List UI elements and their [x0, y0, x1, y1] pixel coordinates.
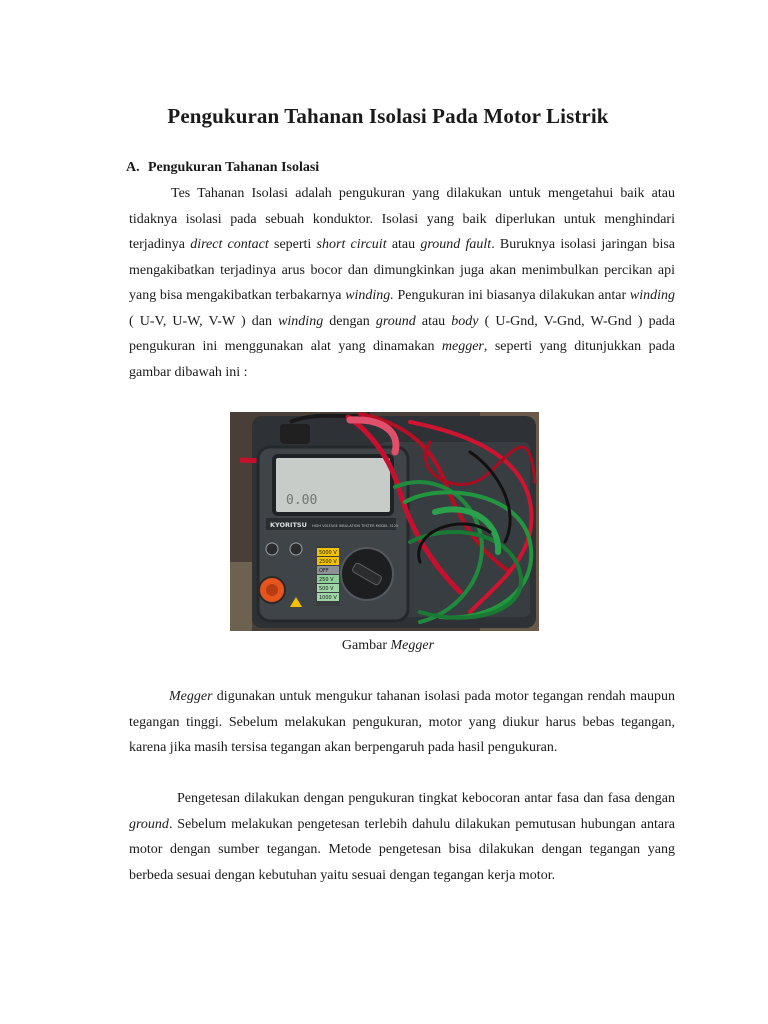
italic-term: megger	[441, 339, 484, 354]
photo-background-left	[230, 562, 252, 631]
italic-term: ground	[129, 816, 169, 832]
text-run: atau	[415, 313, 452, 329]
italic-term: short circuit	[316, 237, 387, 252]
megger-photo	[230, 412, 539, 631]
text-run: Pengukuran ini biasanya dilakukan antar	[393, 288, 630, 303]
range-label-2500: 2500 V	[319, 559, 337, 565]
range-label-1000: 1000 V	[319, 595, 337, 601]
paragraph-testing	[129, 786, 675, 888]
text-run: seperti	[268, 237, 317, 252]
range-label-5000: 5000 V	[319, 550, 337, 556]
paragraph-intro	[129, 181, 675, 385]
caption-italic: Megger	[390, 638, 435, 653]
italic-term: direct contact	[190, 237, 269, 252]
range-label-250: 250 V	[319, 577, 334, 583]
text-run: ( U-Gnd, V-Gnd, W-Gnd ) pada pengukuran ini menggunakan alat yang dinamakan	[129, 313, 675, 354]
indicator-icon	[290, 543, 302, 555]
range-label-off: OFF	[319, 568, 329, 574]
model-label: HIGH VOLTAGE INSULATION TESTER MODEL 3125	[312, 524, 399, 528]
brand-label: KYORITSU	[270, 521, 307, 529]
text-run: Pengetesan dilakukan dengan pengukuran tingkat kebocoran antar fasa dan fasa dengan	[177, 791, 675, 806]
italic-term: Megger	[169, 689, 213, 704]
section-title: Pengukuran Tahanan Isolasi	[148, 160, 320, 175]
text-run: dengan	[323, 313, 376, 329]
document-title: Pengukuran Tahanan Isolasi Pada Motor Listrik	[167, 104, 609, 128]
plug	[280, 424, 310, 444]
italic-term: ground	[375, 313, 416, 329]
italic-term: winding	[278, 313, 324, 329]
text-run: digunakan untuk mengukur tahanan isolasi pada motor tegangan rendah maupun tegangan tinggi. Sebelum melakukan pengukuran, motor yang diukur harus bebas tegangan, karena jika masih tersisa tegangan akan berpengaruh pada hasil pengukuran.	[129, 689, 675, 755]
test-button-center	[266, 584, 278, 596]
figure-caption	[0, 638, 768, 654]
text-run: ( U-V, U-W, V-W ) dan	[129, 313, 279, 329]
lcd-reading: 0.00	[286, 493, 318, 508]
italic-term: body	[451, 313, 479, 329]
caption-prefix: Gambar	[341, 638, 391, 653]
text-run: . Buruknya isolasi jaringan bisa mengakibatkan terjadinya arus bocor dan dimungkinkan juga akan menimbulkan percikan api yang bisa mengakibatkan terbakarnya	[129, 237, 675, 303]
paragraph-megger-usage	[129, 684, 675, 761]
italic-term: winding	[629, 288, 675, 303]
italic-term: ground fault	[420, 237, 492, 252]
text-run: . Sebelum melakukan pengetesan terlebih dahulu dilakukan pemutusan hubungan antara motor dengan sumber tegangan. Metode pengetesan bisa dilakukan dengan tegangan yang berbeda sesuai dengan kebutuhan yaitu sesuai dengan tegangan kerja motor.	[129, 816, 675, 883]
italic-term: winding.	[345, 288, 394, 303]
indicator-icon	[266, 543, 278, 555]
range-label-500: 500 V	[319, 586, 334, 592]
section-number: A.	[126, 160, 140, 175]
section-heading	[126, 160, 319, 176]
text-run: atau	[386, 237, 421, 252]
text-run: Tes Tahanan Isolasi adalah pengukuran yang dilakukan untuk mengetahui baik atau tidaknya isolasi pada sebuah konduktor. Isolasi yang baik diperlukan untuk menghindari terjadinya	[129, 186, 675, 252]
text-run: , seperti yang ditunjukkan pada gambar dibawah ini :	[129, 339, 675, 380]
